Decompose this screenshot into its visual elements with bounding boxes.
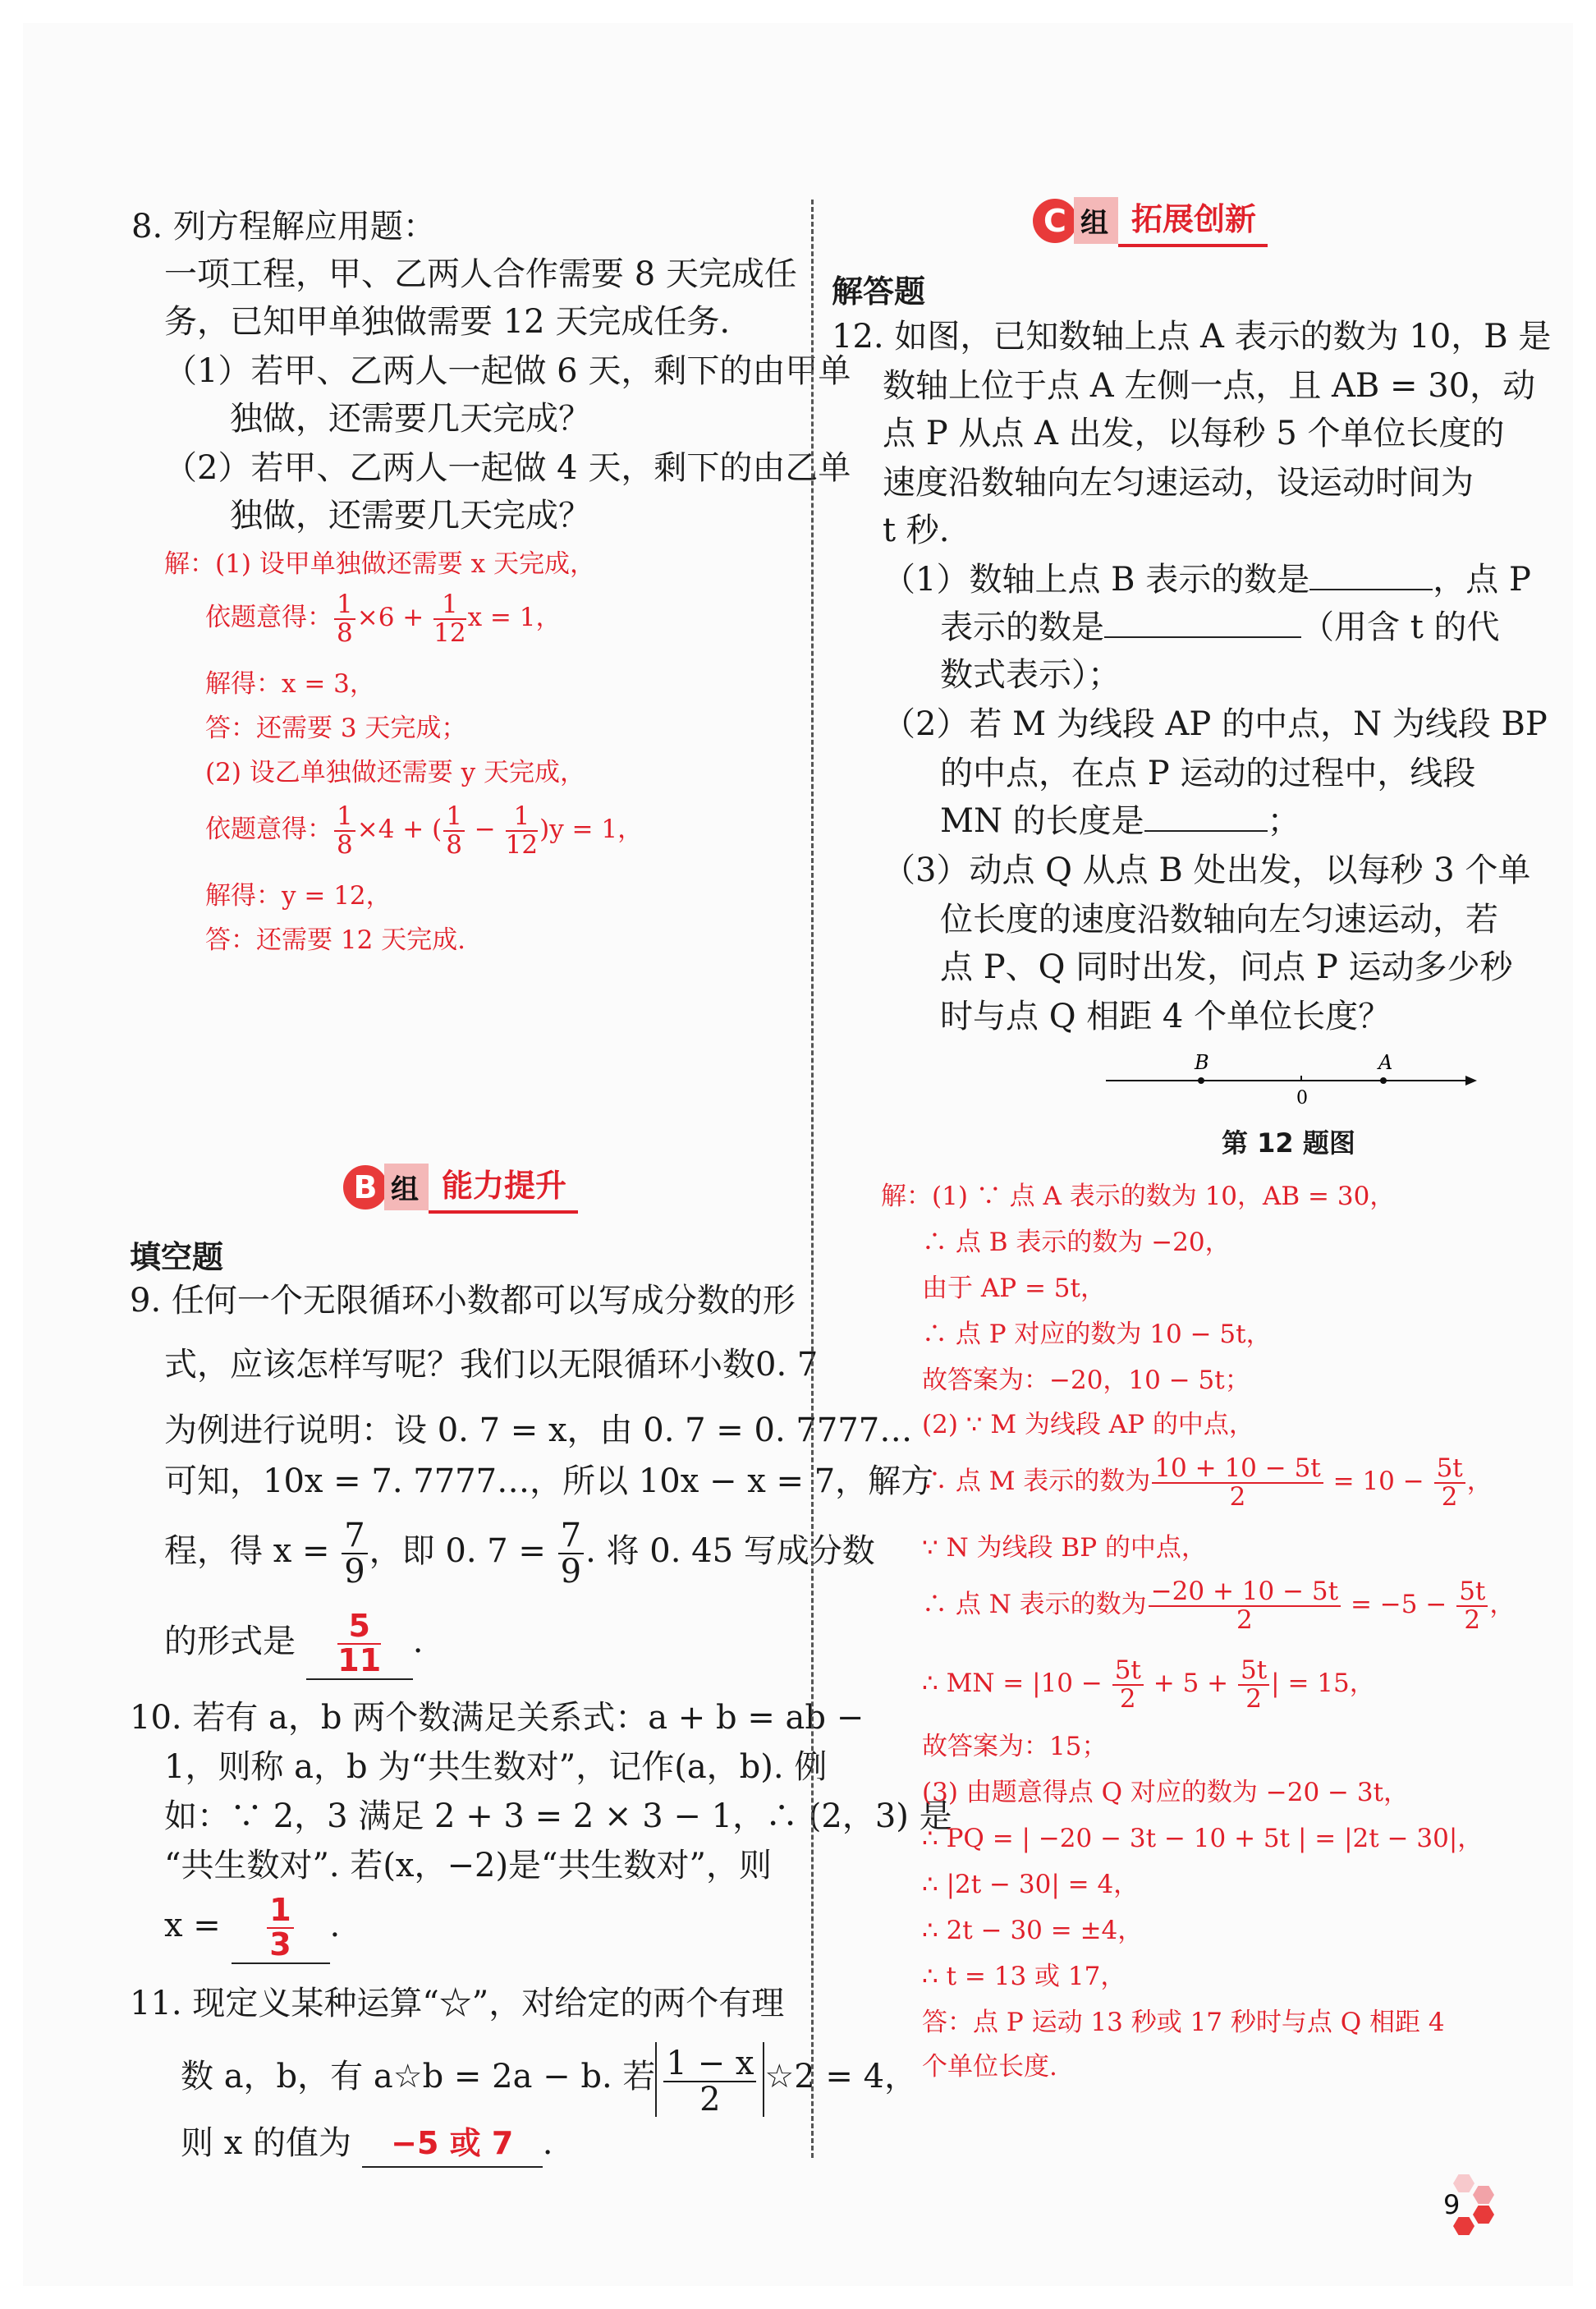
q8-solution-line: 依题意得： $\frac{1}{8}$ ×6 + $\frac{1}{12}$ x = 1， bbox=[205, 589, 562, 648]
q12-part3: （3）动点 Q 从点 B 处出发，以每秒 3 个单 bbox=[883, 852, 1531, 889]
answer-blank[interactable] bbox=[1309, 589, 1433, 590]
q10-line: x = $\frac{1}{3}$ . bbox=[164, 1889, 340, 1964]
q12-solution-line: ∴ PQ = | −20 − 3t − 10 + 5t | = |2t − 30|， bbox=[922, 1824, 1484, 1853]
q8-part1: （1）若甲、乙两人一起做 6 天，剩下的由甲单 bbox=[164, 352, 851, 390]
q9-line: 式，应该怎样写呢？我们以无限循环小数0. 7 bbox=[164, 1346, 819, 1384]
page bbox=[23, 23, 1573, 2286]
group-title: 能力提升 bbox=[429, 1160, 578, 1214]
q12-part1: （1）数轴上点 B 表示的数是 ，点 P bbox=[883, 561, 1531, 599]
group-c-badge bbox=[1033, 194, 1268, 247]
group-letter: C bbox=[1033, 199, 1077, 243]
absolute-value bbox=[655, 2042, 764, 2117]
q8-solution-line: (2) 设乙单独做还需要 y 天完成， bbox=[205, 758, 585, 787]
q8-title: 8. 列方程解应用题： bbox=[131, 208, 436, 246]
fraction: $\frac{-20 + 10 - 5t}{2}$ bbox=[1149, 1578, 1341, 1633]
q12-solution-line: ∴ MN = |10 − $\frac{5t}{2}$ + 5 + $\frac{5t}{2}$ | = 15， bbox=[922, 1655, 1375, 1714]
hex-decoration-icon bbox=[1473, 2206, 1494, 2224]
fraction: $\frac{5t}{2}$ bbox=[1456, 1578, 1488, 1633]
q12-solution-line: 答：点 P 运动 13 秒或 17 秒时与点 Q 相距 4 bbox=[922, 2008, 1445, 2037]
q12-part1-cont: 表示的数是 （用含 t 的代 bbox=[940, 608, 1500, 646]
q8-solution-line: 解得：x = 3， bbox=[205, 669, 375, 699]
answer-blank[interactable] bbox=[306, 1604, 413, 1680]
q12-line: 数轴上位于点 A 左侧一点，且 AB = 30，动 bbox=[883, 367, 1536, 405]
answer-blank[interactable]: −5 或 7 bbox=[362, 2120, 543, 2168]
q8-solution-line: 答：还需要 3 天完成； bbox=[205, 714, 467, 743]
q12-solution-line: ∴ 2t − 30 = ±4， bbox=[922, 1916, 1144, 1945]
answer-fraction: $\frac{5}{11}$ bbox=[337, 1608, 382, 1678]
fraction: $\frac{1}{8}$ bbox=[334, 591, 355, 646]
q8-solution-line: 依题意得： $\frac{1}{8}$ ×4 + ( $\frac{1}{8}$ − $\frac{1}{12}$ )y = 1， bbox=[205, 801, 644, 860]
q12-solution-line: ∴ 点 B 表示的数为 −20， bbox=[922, 1228, 1231, 1257]
q12-part3-cont: 位长度的速度沿数轴向左匀速运动，若 bbox=[940, 901, 1498, 939]
q12-line: t 秒. bbox=[883, 512, 950, 549]
q11-line: 11. 现定义某种运算“☆”，对给定的两个有理 bbox=[130, 1985, 785, 2022]
label-b: B bbox=[1195, 1051, 1209, 1074]
q12-part2-cont: MN 的长度是 ； bbox=[940, 802, 1300, 840]
fraction: $\frac{5t}{2}$ bbox=[1434, 1455, 1465, 1510]
q8-solution-line: 解：(1) 设甲单独做还需要 x 天完成， bbox=[164, 549, 595, 579]
q10-line: 1，则称 a，b 为“共生数对”，记作(a，b). 例 bbox=[164, 1748, 828, 1786]
q9-line: 为例进行说明：设 0. 7 = x，由 0. 7 = 0. 7777… bbox=[164, 1412, 913, 1449]
fraction: $\frac{1}{12}$ bbox=[433, 589, 466, 648]
q12-solution-line: 故答案为：15； bbox=[922, 1732, 1108, 1761]
fraction: $\frac{5t}{2}$ bbox=[1112, 1657, 1144, 1712]
q10-line: 10. 若有 a，b 两个数满足关系式：a + b = ab − bbox=[130, 1699, 864, 1737]
answer-blank[interactable] bbox=[1104, 636, 1301, 638]
page-number: 9 bbox=[1443, 2189, 1461, 2220]
fraction: $\frac{1 - x}{2}$ bbox=[663, 2046, 756, 2117]
point-b-dot bbox=[1198, 1077, 1204, 1084]
q9-line: 可知，10x = 7. 7777…，所以 10x − x = 7，解方 bbox=[164, 1462, 934, 1500]
q10-line: 如：∵ 2，3 满足 2 + 3 = 2 × 3 − 1，∴ (2，3) 是 bbox=[164, 1797, 952, 1835]
group-title: 拓展创新 bbox=[1118, 194, 1268, 247]
q12-solution-line: ∴ 点 N 表示的数为 $\frac{-20 + 10 - 5t}{2}$ = −5 − $\frac{5t}{2}$ ， bbox=[922, 1576, 1516, 1635]
figure-caption: 第 12 题图 bbox=[1222, 1127, 1355, 1159]
number-line-figure bbox=[1103, 1041, 1480, 1115]
answer-blank[interactable] bbox=[1144, 830, 1268, 832]
q12-part1-cont: 数式表示）； bbox=[940, 656, 1121, 694]
q9-line: 程，得 x = $\frac{7}{9}$ ，即 0. 7 = $\frac{7}{9}$ . 将 0. 45 写成分数 bbox=[164, 1517, 875, 1591]
fraction: $\frac{10 + 10 - 5t}{2}$ bbox=[1152, 1455, 1323, 1510]
q10-line: “共生数对”. 若(x，−2)是“共生数对”，则 bbox=[164, 1847, 772, 1884]
label-a: A bbox=[1378, 1051, 1393, 1074]
q12-solution-line: 个单位长度. bbox=[922, 2052, 1057, 2082]
q8-solution-line: 答：还需要 12 天完成. bbox=[205, 925, 466, 955]
q8-solution-line: 解得：y = 12， bbox=[205, 881, 392, 911]
fraction: $\frac{1}{8}$ bbox=[443, 803, 465, 858]
q12-line: 点 P 从点 A 出发，以每秒 5 个单位长度的 bbox=[883, 415, 1505, 452]
q12-part2: （2）若 M 为线段 AP 的中点，N 为线段 BP bbox=[883, 705, 1548, 743]
column-divider bbox=[811, 200, 814, 2158]
group-letter: B bbox=[343, 1165, 388, 1210]
q12-part3-cont: 点 P、Q 同时出发，问点 P 运动多少秒 bbox=[940, 948, 1513, 986]
q11-line: 数 a，b，有 a☆b = 2a − b. 若 $\frac{1 - x}{2}$ ☆2 = 4， bbox=[181, 2040, 917, 2117]
q9-line: 的形式是 $\frac{5}{11}$ . bbox=[164, 1604, 423, 1680]
q11-line: 则 x 的值为 −5 或 7 . bbox=[181, 2120, 553, 2168]
answer-blank[interactable] bbox=[232, 1889, 330, 1964]
arrow-right-icon bbox=[1465, 1076, 1477, 1086]
q12-solution-line: 由于 AP = 5t， bbox=[922, 1274, 1106, 1303]
q8-part2-cont: 独做，还需要几天完成？ bbox=[230, 497, 591, 535]
q12-solution-line: ∵ N 为线段 BP 的中点， bbox=[922, 1533, 1207, 1563]
q12-solution-line: ∴ 点 M 表示的数为 $\frac{10 + 10 - 5t}{2}$ = 10 − $\frac{5t}{2}$ ， bbox=[922, 1453, 1493, 1512]
q12-solution-line: 解：(1) ∵ 点 A 表示的数为 10，AB = 30， bbox=[881, 1182, 1396, 1211]
answer-fraction: $\frac{1}{3}$ bbox=[267, 1894, 293, 1962]
group-label: 组 bbox=[384, 1164, 429, 1210]
section-heading: 解答题 bbox=[832, 273, 926, 310]
q12-line: 12. 如图，已知数轴上点 A 表示的数为 10，B 是 bbox=[832, 318, 1552, 356]
fraction: $\frac{7}{9}$ bbox=[342, 1518, 367, 1589]
group-label: 组 bbox=[1074, 197, 1118, 244]
q12-line: 速度沿数轴向左匀速运动，设运动时间为 bbox=[883, 464, 1474, 502]
fraction: $\frac{5t}{2}$ bbox=[1238, 1657, 1269, 1712]
point-a-dot bbox=[1380, 1077, 1387, 1084]
fraction: $\frac{7}{9}$ bbox=[558, 1518, 584, 1589]
q8-line: 务，已知甲单独做需要 12 天完成任务. bbox=[164, 303, 731, 341]
fraction: $\frac{1}{12}$ bbox=[505, 801, 539, 860]
q12-solution-line: (2) ∵ M 为线段 AP 的中点， bbox=[922, 1410, 1254, 1439]
section-heading: 填空题 bbox=[130, 1239, 224, 1275]
q8-part2: （2）若甲、乙两人一起做 4 天，剩下的由乙单 bbox=[164, 449, 851, 487]
q12-part2-cont: 的中点，在点 P 运动的过程中，线段 bbox=[940, 755, 1476, 792]
q8-line: 一项工程，甲、乙两人合作需要 8 天完成任 bbox=[164, 255, 797, 293]
q12-solution-line: (3) 由题意得点 Q 对应的数为 −20 − 3t， bbox=[922, 1778, 1410, 1807]
q8-part1-cont: 独做，还需要几天完成？ bbox=[230, 400, 591, 438]
q12-solution-line: 故答案为：−20，10 − 5t； bbox=[922, 1366, 1250, 1395]
label-zero: 0 bbox=[1296, 1088, 1308, 1109]
q12-solution-line: ∴ 点 P 对应的数为 10 − 5t， bbox=[922, 1320, 1272, 1349]
q12-solution-line: ∴ |2t − 30| = 4， bbox=[922, 1870, 1140, 1899]
q12-part3-cont: 时与点 Q 相距 4 个单位长度？ bbox=[940, 998, 1392, 1035]
page-number-block bbox=[1410, 2174, 1509, 2248]
hex-decoration-icon bbox=[1473, 2186, 1494, 2204]
q12-solution-line: ∴ t = 13 或 17， bbox=[922, 1962, 1126, 1991]
fraction: $\frac{1}{8}$ bbox=[334, 803, 355, 858]
group-b-badge bbox=[343, 1160, 578, 1214]
q9-line: 9. 任何一个无限循环小数都可以写成分数的形 bbox=[130, 1282, 796, 1320]
